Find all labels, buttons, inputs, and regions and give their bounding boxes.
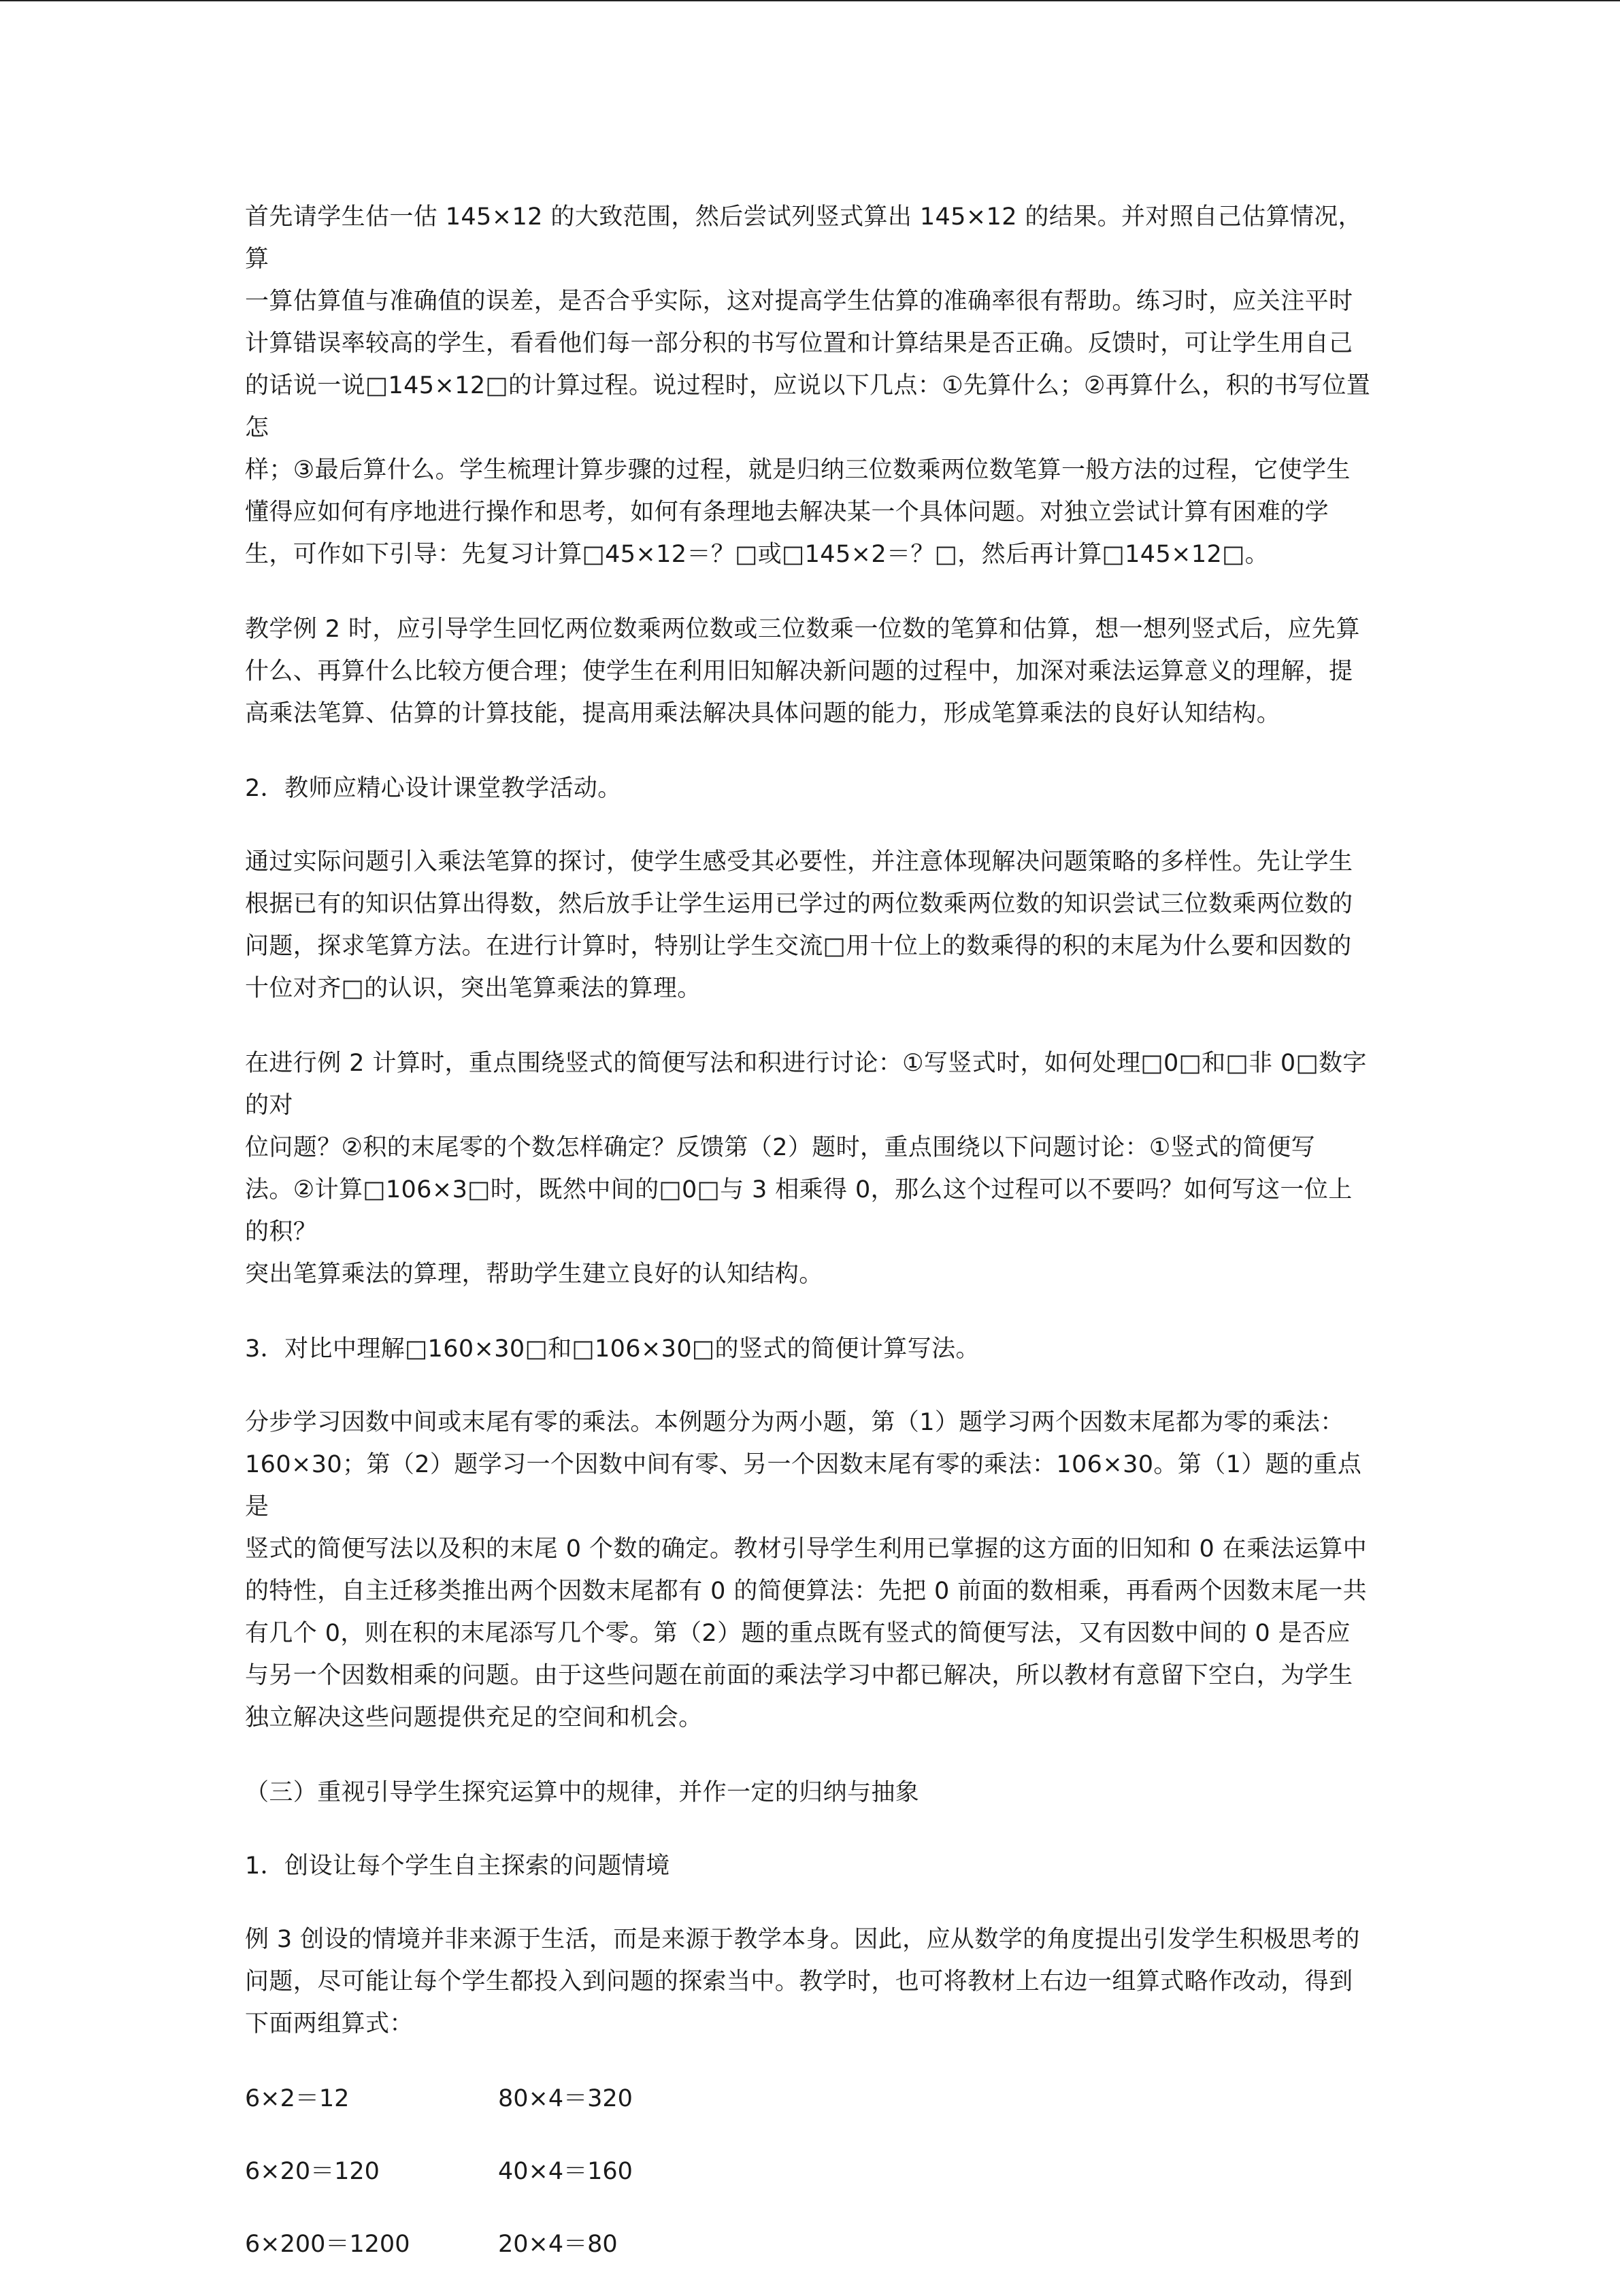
formula-list — [245, 2078, 1374, 2265]
formula-left: 6×20＝120 — [245, 2158, 380, 2185]
formula-left: 6×2＝12 — [245, 2085, 350, 2112]
paragraph-example-2-calculation: 在进行例 2 计算时，重点围绕竖式的简便写法和积进行讨论：①写竖式时，如何处理□0□和□非 0□数字的对 位问题？②积的末尾零的个数怎样确定？反馈第（2）题时，重点围绕以下问题讨论：①竖式的简便写 法。②计算□106×3□时，既然中间的□0□与 3 相乘得 0，那么这个过程可以不要吗？如何写这一位上的积？ 突出笔算乘法的算理，帮助学生建立良好的认知结构。 — [245, 1050, 1367, 1288]
document-body — [245, 196, 1374, 2296]
formula-right: 40×4＝160 — [498, 2158, 633, 2185]
paragraph-example-3: 例 3 创设的情境并非来源于生活，而是来源于教学本身。因此，应从数学的角度提出引发学生积极思考的 问题，尽可能让每个学生都投入到问题的探索当中。教学时，也可将教材上右边一组算式略作改动，得到 下面两组算式： — [245, 1926, 1360, 2037]
paragraph-example-2-teaching: 教学例 2 时，应引导学生回忆两位数乘两位数或三位数乘一位数的笔算和估算，想一想列竖式后，应先算 什么、再算什么比较方便合理；使学生在利用旧知解决新问题的过程中，加深对乘法运算意义的理解，提 高乘法笔算、估算的计算技能，提高用乘法解决具体问题的能力，形成笔算乘法的良好认知结构。 — [245, 616, 1360, 727]
section-heading-2: 2．教师应精心设计课堂教学活动。 — [245, 775, 622, 802]
formula-row — [245, 2150, 1374, 2193]
section-heading-3: 3．对比中理解□160×30□和□106×30□的竖式的简便计算写法。 — [245, 1335, 980, 1363]
formula-row — [245, 2223, 1374, 2265]
formula-row — [245, 2078, 1374, 2120]
top-border-line — [0, 0, 1620, 1]
paragraph-estimate-145x12: 首先请学生估一估 145×12 的大致范围，然后尝试列竖式算出 145×12 的结果。并对照自己估算情况，算 一算估算值与准确值的误差，是否合乎实际，这对提高学生估算的准确率很有帮助。练习时，应关注平时 计算错误率较高的学生，看看他们每一部分积的书写位置和计算结果是否正确。反馈时，可让学生用自己 的话说一说□145×12□的计算过程。说过程时，应说以下几点：①先算什么；②再算什么，积的书写位置怎 样；③最后算什么。学生梳理计算步骤的过程，就是归纳三位数乘两位数笔算一般方法的过程，它使学生 懂得应如何有序地进行操作和思考，如何有条理地去解决某一个具体问题。对独立尝试计算有困难的学 生，可作如下引导：先复习计算□45×12＝？□或□145×2＝？□，然后再计算□145×12□。 — [245, 203, 1371, 568]
formula-right: 20×4＝80 — [498, 2231, 618, 2258]
section-heading-part-3: （三）重视引导学生探究运算中的规律，并作一定的归纳与抽象 — [245, 1779, 920, 1806]
formula-left: 6×200＝1200 — [245, 2231, 410, 2258]
formula-right: 80×4＝320 — [498, 2085, 633, 2112]
paragraph-introduce-multiplication: 通过实际问题引入乘法笔算的探讨，使学生感受其必要性，并注意体现解决问题策略的多样性。先让学生 根据已有的知识估算出得数，然后放手让学生运用已学过的两位数乘两位数的知识尝试三位数乘两位数的 问题，探求笔算方法。在进行计算时，特别让学生交流□用十位上的数乘得的积的末尾为什么要和因数的 十位对齐□的认识，突出笔算乘法的算理。 — [245, 848, 1353, 1002]
paragraph-zero-multiplication: 分步学习因数中间或末尾有零的乘法。本例题分为两小题，第（1）题学习两个因数末尾都为零的乘法： 160×30；第（2）题学习一个因数中间有零、另一个因数末尾有零的乘法：106×30。第（1）题的重点是 竖式的简便写法以及积的末尾 0 个数的确定。教材引导学生利用已掌握的这方面的旧知和 0 在乘法运算中 的特性，自主迁移类推出两个因数末尾都有 0 的简便算法：先把 0 前面的数相乘，再看两个因数末尾一共 有几个 0，则在积的末尾添写几个零。第（2）题的重点既有竖式的简便写法，又有因数中间的 0 是否应 与另一个因数相乘的问题。由于这些问题在前面的乘法学习中都已解决，所以教材有意留下空白，为学生 独立解决这些问题提供充足的空间和机会。 — [245, 1409, 1368, 1731]
section-heading-1: 1．创设让每个学生自主探索的问题情境 — [245, 1852, 670, 1880]
